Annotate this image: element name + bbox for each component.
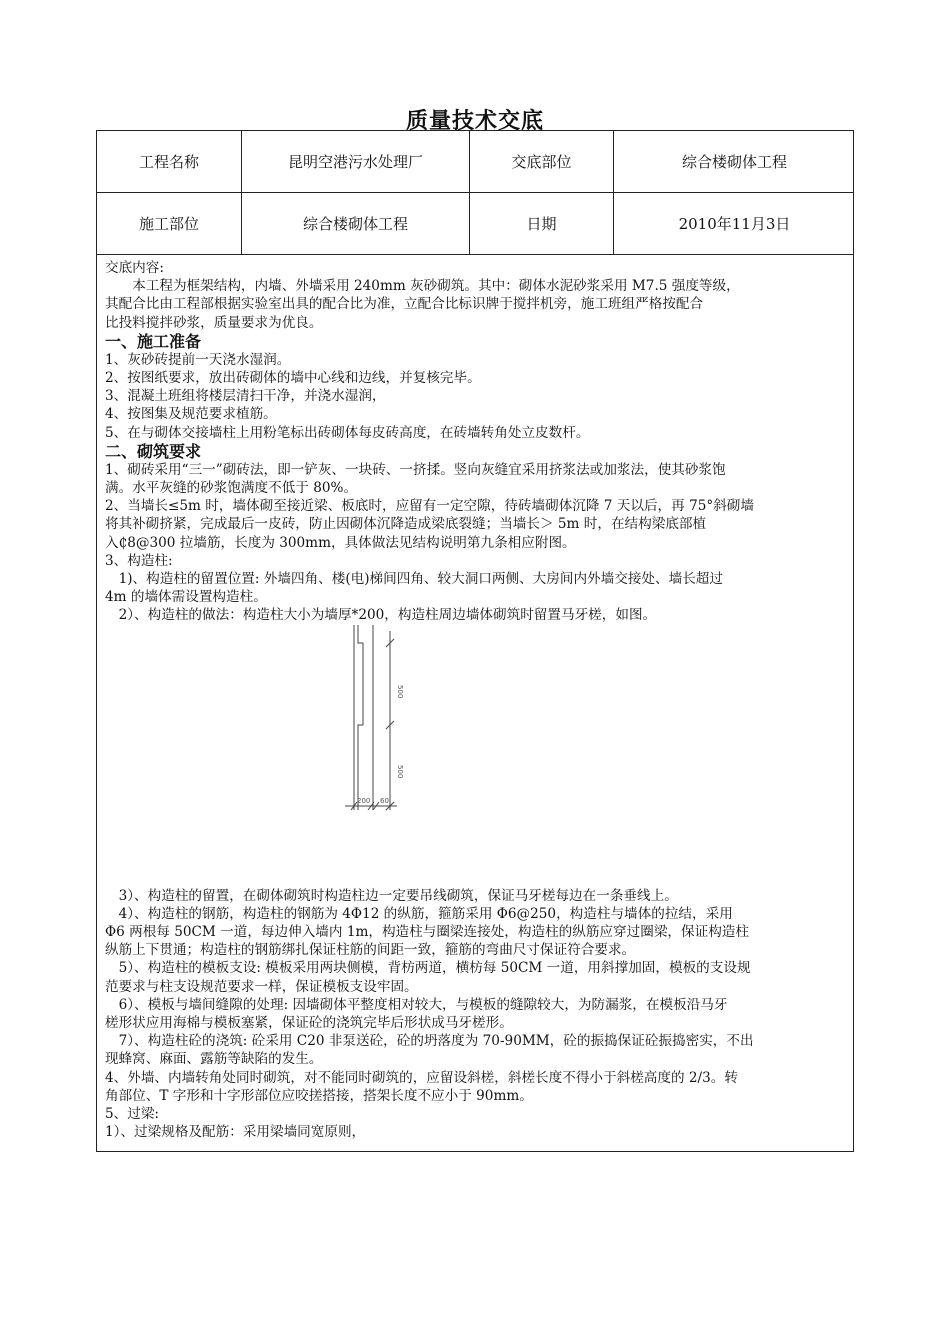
header-row-2 <box>97 193 853 255</box>
list-item: 5）、构造柱的模板支设: 模板采用两块侧模，背枋两道，横枋每 50CM 一道，用斜撑加固，模板的支设规 <box>118 960 751 977</box>
column-toothing-drawing <box>105 625 845 887</box>
list-item: 入₵8@300 拉墙筋，长度为 300mm，具体做法见结构说明第九条相应附图。 <box>105 534 576 551</box>
dim-label-offset: 60 <box>380 796 389 805</box>
document-table <box>96 130 854 1152</box>
list-item: 4、按图集及规范要求植筋。 <box>105 406 277 423</box>
dim-label-lower: 500 <box>396 764 404 779</box>
column-diagram-svg <box>105 625 845 887</box>
list-item: 槎形状应用海棉与模板塞紧，保证砼的浇筑完毕后形状成马牙槎形。 <box>105 1015 513 1032</box>
value-construction-part: 综合楼砌体工程 <box>242 193 470 254</box>
toothing-outline <box>358 625 363 810</box>
list-item: 4m 的墙体需设置构造柱。 <box>105 589 267 606</box>
content-heading: 交底内容: <box>105 260 164 276</box>
dim-label-upper: 500 <box>396 684 404 699</box>
list-item: 1）、过梁规格及配筋：采用梁墙同宽原则， <box>105 1124 366 1141</box>
section-heading-preparation: 一、施工准备 <box>105 331 202 351</box>
header-row-1 <box>97 131 853 193</box>
list-item: 4、外墙、内墙转角处同时砌筑，对不能同时砌筑的，应留设斜槎，斜槎长度不得小于斜槎高度的 2/3。转 <box>105 1069 738 1086</box>
list-item: 3、构造柱: <box>105 552 173 569</box>
value-handover-part: 综合楼砌体工程 <box>681 153 787 171</box>
list-item: 2）、构造柱的做法：构造柱大小为墙厚*200，构造柱周边墙体砌筑时留置马牙槎，如图。 <box>118 607 657 624</box>
label-date: 日期 <box>470 193 614 254</box>
list-item: 1、灰砂砖提前一天浇水湿润。 <box>105 351 291 368</box>
intro-line: 本工程为框架结构，内墙、外墙采用 240mm 灰砂砌筑。其中：砌体水泥砂浆采用 M7.5 强度等级， <box>132 278 740 295</box>
list-item: 2、当墙长≤5m 时，墙体砌至接近梁、板底时，应留有一定空隙，待砖墙砌体沉降 7 天以后，再 75°斜砌墙 <box>105 498 754 515</box>
intro-line: 其配合比由工程部根据实验室出具的配合比为准，立配合比标识牌于搅拌机旁，施工班组严格按配合 <box>105 296 704 313</box>
list-item: 满。水平灰缝的砂浆饱满度不低于 80%。 <box>105 480 358 497</box>
list-item: 1)、构造柱的留置位置: 外墙四角、楼(电)梯间四角、较大洞口两侧、大房间内外墙交接处、墙长超过 <box>118 571 723 588</box>
value-date: 2010年11月3日 <box>678 215 791 233</box>
value-project-name: 昆明空港污水处理厂 <box>242 131 470 192</box>
list-item: 角部位、T 字形和十字形部位应咬搓搭接，搭架长度不应小于 90mm。 <box>105 1087 533 1104</box>
document-title: 质量技术交底 <box>405 108 544 134</box>
list-item: 5、过梁: <box>105 1106 160 1123</box>
list-item: 7）、构造柱砼的浇筑: 砼采用 C20 非泵送砼，砼的坍落度为 70-90MM，砼的振捣保证砼振捣密实，不出 <box>118 1033 754 1050</box>
list-item: 现蜂窝、麻面、露筋等缺陷的发生。 <box>105 1051 323 1068</box>
list-item: 1、砌砖采用“三一”砌砖法，即一铲灰、一块砖、一挤揉。竖向灰缝宜采用挤浆法或加浆法，使其砂浆饱 <box>105 461 726 478</box>
label-handover-part: 交底部位 <box>470 131 614 192</box>
list-item: 2、按图纸要求，放出砖砌体的墙中心线和边线，并复核完毕。 <box>105 370 481 387</box>
handover-content <box>97 255 853 1142</box>
intro-line: 比投料搅拌砂浆，质量要求为优良。 <box>105 314 323 331</box>
label-project-name: 工程名称 <box>97 131 242 192</box>
list-item: 6）、模板与墙间缝隙的处理: 因墙砌体平整度相对较大，与模板的缝隙较大，为防漏浆，在模板沿马牙 <box>118 996 728 1013</box>
list-item: 范要求与柱支设规范要求一样，保证模板支设牢固。 <box>105 978 418 995</box>
label-construction-part: 施工部位 <box>97 193 242 254</box>
list-item: 3）、构造柱的留置，在砌体砌筑时构造柱边一定要吊线砌筑，保证马牙槎每边在一条垂线上。 <box>118 887 678 904</box>
list-item: 5、在与砌体交接墙柱上用粉笔标出砖砌体每皮砖高度，在砖墙转角处立皮数杆。 <box>105 424 590 441</box>
list-item: 纵筋上下贯通；构造柱的钢筋绑扎保证柱筋的间距一致，箍筋的弯曲尺寸保证符合要求。 <box>105 942 636 959</box>
section-heading-masonry: 二、砌筑要求 <box>105 441 202 461</box>
list-item: Φ6 两根每 50CM 一道，每边伸入墙内 1m，构造柱与圈梁连接处，构造柱的纵筋应穿过圈梁，保证构造柱 <box>105 924 749 941</box>
dim-label-width: 200 <box>357 796 371 805</box>
list-item: 4）、构造柱的钢筋，构造柱的钢筋为 4Φ12 的纵筋，箍筋采用 Φ6@250，构造柱与墙体的拉结，采用 <box>118 905 733 922</box>
list-item: 将其补砌挤紧，完成最后一皮砖，防止因砌体沉降造成梁底裂缝；当墙长＞ 5m 时，在结构梁底部植 <box>105 516 707 533</box>
list-item: 3、混凝土班组将楼层清扫干净，并浇水湿润， <box>105 388 386 405</box>
